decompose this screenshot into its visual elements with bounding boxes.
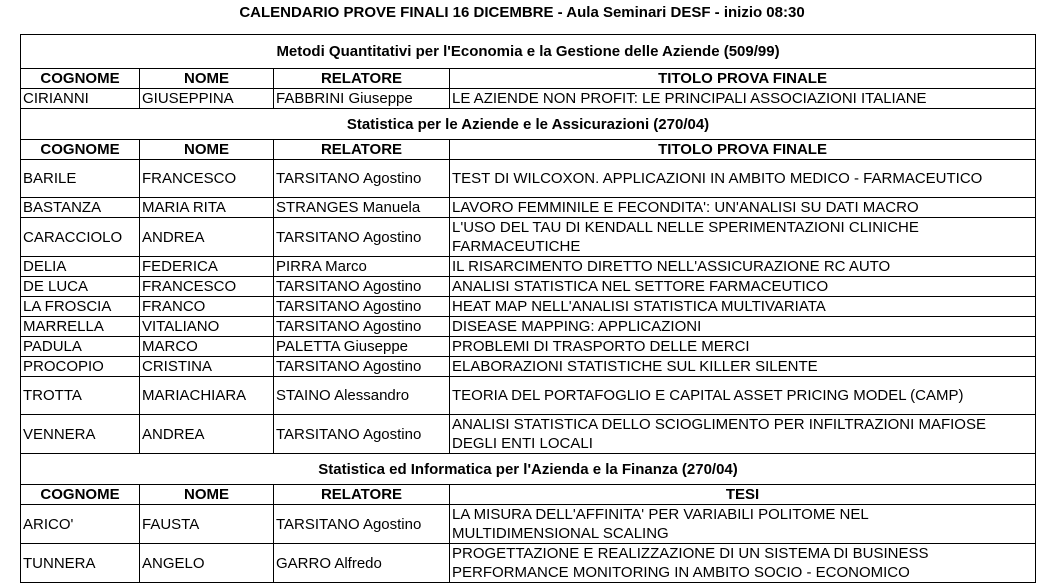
cell-nome: MARIA RITA xyxy=(140,198,274,218)
title-line: LE AZIENDE NON PROFIT: LE PRINCIPALI ASSOCIAZIONI ITALIANE xyxy=(452,90,927,107)
cell-relatore: STAINO Alessandro xyxy=(274,377,450,415)
title-line: TEORIA DEL PORTAFOGLIO E CAPITAL ASSET PRICING MODEL (CAMP) xyxy=(452,387,964,404)
cell-titolo xyxy=(450,257,1036,277)
title-line: DEGLI ENTI LOCALI xyxy=(452,435,593,452)
cell-nome: GIUSEPPINA xyxy=(140,89,274,109)
column-header: NOME xyxy=(140,69,274,89)
cell-cognome: BASTANZA xyxy=(21,198,140,218)
cell-cognome: LA FROSCIA xyxy=(21,297,140,317)
section-heading-row xyxy=(21,109,1036,140)
cell-relatore: PIRRA Marco xyxy=(274,257,450,277)
cell-nome: FRANCESCO xyxy=(140,160,274,198)
table-row xyxy=(21,89,1036,109)
cell-cognome: PROCOPIO xyxy=(21,357,140,377)
cell-relatore: TARSITANO Agostino xyxy=(274,277,450,297)
cell-relatore: TARSITANO Agostino xyxy=(274,505,450,544)
cell-titolo xyxy=(450,357,1036,377)
title-line: TEST DI WILCOXON. APPLICAZIONI IN AMBITO MEDICO - FARMACEUTICO xyxy=(452,170,983,187)
cell-relatore: TARSITANO Agostino xyxy=(274,317,450,337)
cell-cognome: CARACCIOLO xyxy=(21,218,140,257)
table-row xyxy=(21,218,1036,257)
cell-nome: ANDREA xyxy=(140,415,274,454)
cell-titolo xyxy=(450,377,1036,415)
title-line: HEAT MAP NELL'ANALISI STATISTICA MULTIVARIATA xyxy=(452,298,826,315)
cell-cognome: DE LUCA xyxy=(21,277,140,297)
cell-cognome: TROTTA xyxy=(21,377,140,415)
column-header: COGNOME xyxy=(21,69,140,89)
cell-cognome: BARILE xyxy=(21,160,140,198)
cell-titolo xyxy=(450,317,1036,337)
column-header: TESI xyxy=(450,485,1036,505)
cell-cognome: ARICO' xyxy=(21,505,140,544)
section-title: Statistica ed Informatica per l'Azienda e la Finanza (270/04) xyxy=(21,454,1036,485)
title-line: FARMACEUTICHE xyxy=(452,238,581,255)
column-header: RELATORE xyxy=(274,69,450,89)
column-header: NOME xyxy=(140,485,274,505)
cell-cognome: DELIA xyxy=(21,257,140,277)
cell-cognome: TUNNERA xyxy=(21,544,140,583)
column-header-row xyxy=(21,69,1036,89)
title-line: IL RISARCIMENTO DIRETTO NELL'ASSICURAZIONE RC AUTO xyxy=(452,258,891,275)
table-row xyxy=(21,198,1036,218)
title-line: PERFORMANCE MONITORING IN AMBITO SOCIO - ECONOMICO xyxy=(452,564,910,581)
title-line: PROGETTAZIONE E REALIZZAZIONE DI UN SISTEMA DI BUSINESS xyxy=(452,545,929,562)
title-line: MULTIDIMENSIONAL SCALING xyxy=(452,525,669,542)
table-row xyxy=(21,415,1036,454)
title-line: DISEASE MAPPING: APPLICAZIONI xyxy=(452,318,702,335)
cell-titolo xyxy=(450,89,1036,109)
cell-nome: ANDREA xyxy=(140,218,274,257)
cell-titolo xyxy=(450,198,1036,218)
cell-nome: MARIACHIARA xyxy=(140,377,274,415)
column-header: RELATORE xyxy=(274,140,450,160)
column-header: RELATORE xyxy=(274,485,450,505)
column-header: NOME xyxy=(140,140,274,160)
cell-nome: FEDERICA xyxy=(140,257,274,277)
cell-titolo xyxy=(450,297,1036,317)
cell-titolo xyxy=(450,415,1036,454)
cell-titolo xyxy=(450,277,1036,297)
schedule-table xyxy=(20,34,1036,583)
cell-cognome: CIRIANNI xyxy=(21,89,140,109)
cell-titolo xyxy=(450,160,1036,198)
section-heading-row xyxy=(21,35,1036,69)
table-row xyxy=(21,505,1036,544)
table-row xyxy=(21,337,1036,357)
cell-relatore: TARSITANO Agostino xyxy=(274,297,450,317)
cell-nome: FRANCESCO xyxy=(140,277,274,297)
table-row xyxy=(21,277,1036,297)
cell-nome: VITALIANO xyxy=(140,317,274,337)
column-header-row xyxy=(21,485,1036,505)
cell-relatore: PALETTA Giuseppe xyxy=(274,337,450,357)
table-row xyxy=(21,160,1036,198)
cell-cognome: MARRELLA xyxy=(21,317,140,337)
section-title: Metodi Quantitativi per l'Economia e la Gestione delle Aziende (509/99) xyxy=(21,35,1036,69)
table-row xyxy=(21,297,1036,317)
cell-relatore: TARSITANO Agostino xyxy=(274,160,450,198)
cell-relatore: TARSITANO Agostino xyxy=(274,415,450,454)
cell-nome: MARCO xyxy=(140,337,274,357)
table-row xyxy=(21,257,1036,277)
title-line: ELABORAZIONI STATISTICHE SUL KILLER SILENTE xyxy=(452,358,818,375)
section-heading-row xyxy=(21,454,1036,485)
table-row xyxy=(21,377,1036,415)
cell-cognome: PADULA xyxy=(21,337,140,357)
schedule-body xyxy=(21,35,1036,583)
cell-relatore: STRANGES Manuela xyxy=(274,198,450,218)
section-title: Statistica per le Aziende e le Assicurazioni (270/04) xyxy=(21,109,1036,140)
column-header: COGNOME xyxy=(21,140,140,160)
cell-titolo xyxy=(450,337,1036,357)
title-line: ANALISI STATISTICA DELLO SCIOGLIMENTO PER INFILTRAZIONI MAFIOSE xyxy=(452,416,986,433)
page-title: CALENDARIO PROVE FINALI 16 DICEMBRE - Aula Seminari DESF - inizio 08:30 xyxy=(239,4,805,21)
column-header: TITOLO PROVA FINALE xyxy=(450,140,1036,160)
cell-relatore: GARRO Alfredo xyxy=(274,544,450,583)
title-line: PROBLEMI DI TRASPORTO DELLE MERCI xyxy=(452,338,750,355)
column-header: COGNOME xyxy=(21,485,140,505)
cell-nome: FAUSTA xyxy=(140,505,274,544)
table-row xyxy=(21,357,1036,377)
title-line: LAVORO FEMMINILE E FECONDITA': UN'ANALISI SU DATI MACRO xyxy=(452,199,919,216)
title-line: ANALISI STATISTICA NEL SETTORE FARMACEUTICO xyxy=(452,278,829,295)
title-line: L'USO DEL TAU DI KENDALL NELLE SPERIMENTAZIONI CLINICHE xyxy=(452,219,919,236)
title-line: LA MISURA DELL'AFFINITA' PER VARIABILI POLITOME NEL xyxy=(452,506,869,523)
cell-nome: CRISTINA xyxy=(140,357,274,377)
cell-titolo xyxy=(450,505,1036,544)
cell-relatore: TARSITANO Agostino xyxy=(274,218,450,257)
column-header: TITOLO PROVA FINALE xyxy=(450,69,1036,89)
column-header-row xyxy=(21,140,1036,160)
cell-relatore: TARSITANO Agostino xyxy=(274,357,450,377)
cell-titolo xyxy=(450,218,1036,257)
cell-nome: FRANCO xyxy=(140,297,274,317)
table-row xyxy=(21,317,1036,337)
cell-nome: ANGELO xyxy=(140,544,274,583)
cell-cognome: VENNERA xyxy=(21,415,140,454)
cell-relatore: FABBRINI Giuseppe xyxy=(274,89,450,109)
